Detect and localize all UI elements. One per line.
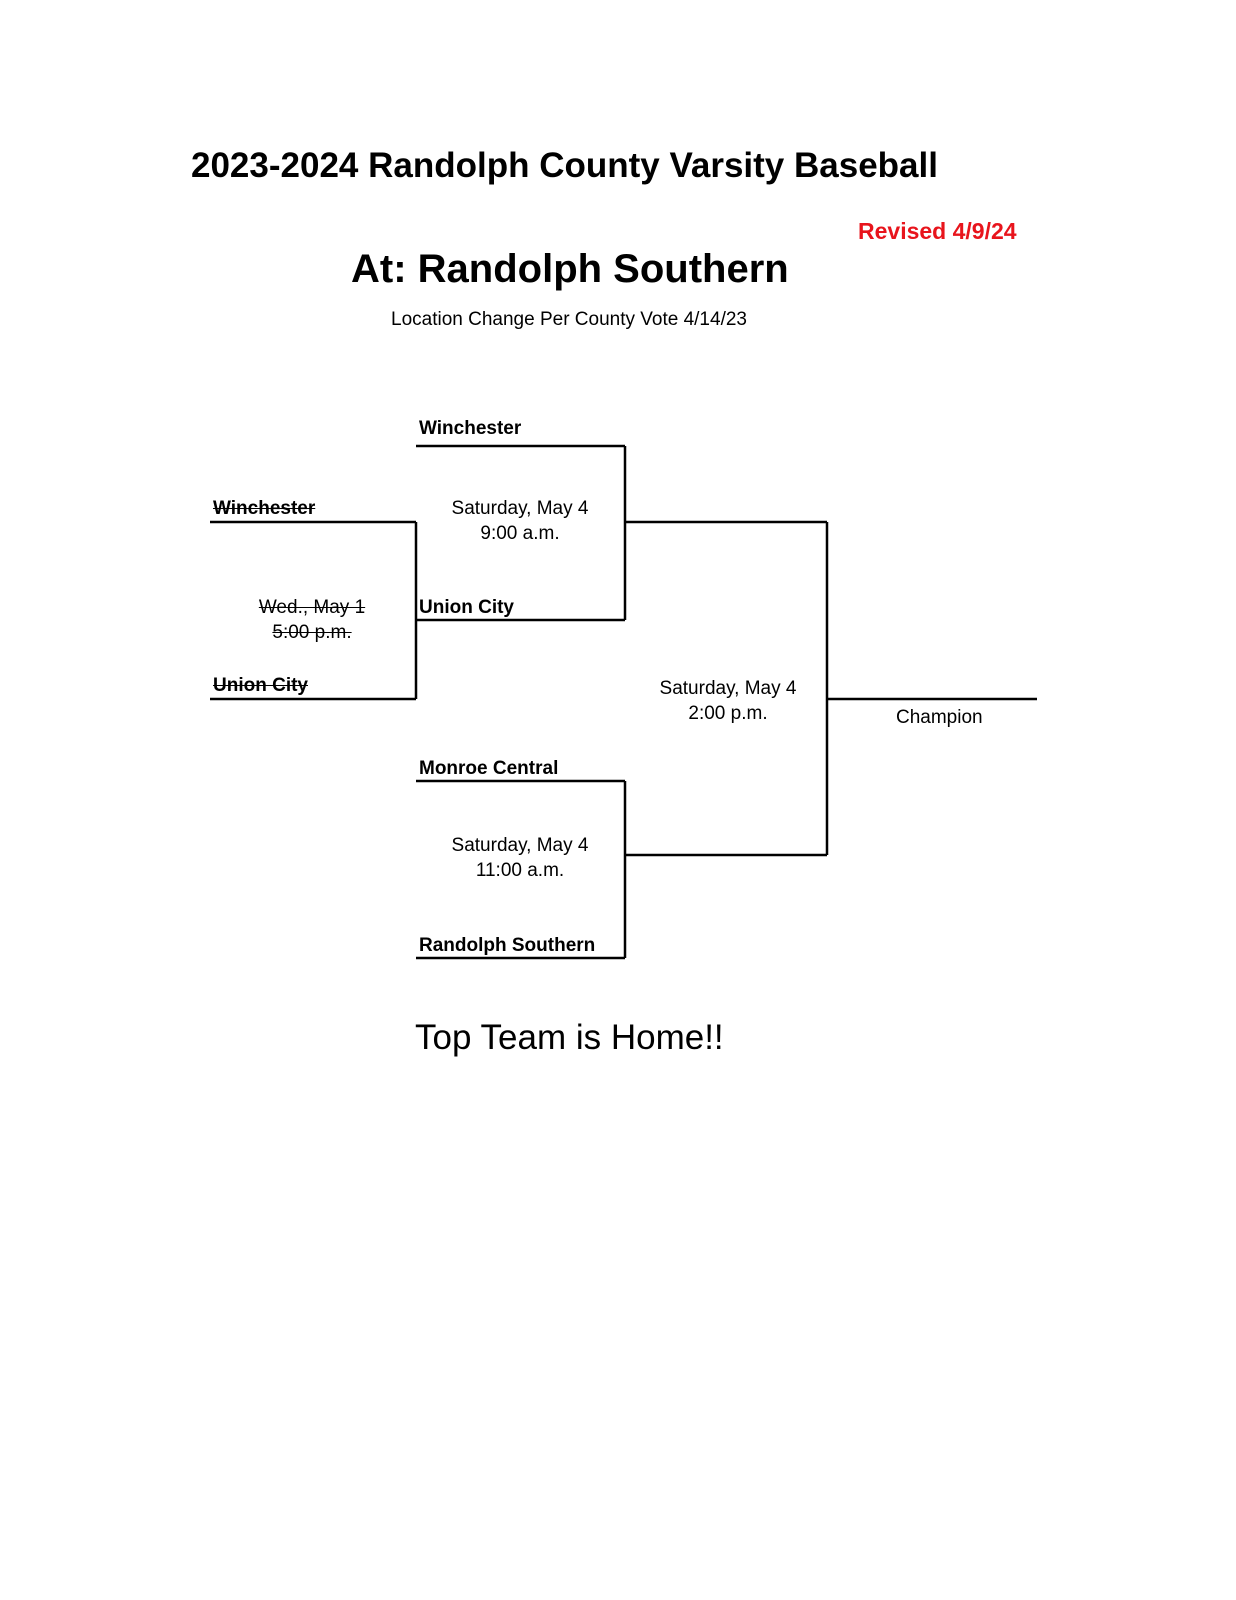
final-date: Saturday, May 4 [659,678,797,699]
round1-date: Wed., May 1 [258,597,366,618]
semi2-team-top: Monroe Central [419,758,559,779]
final-time: 2:00 p.m. [688,703,768,724]
semi2-game-info [430,833,610,883]
round1-game-info [232,595,392,645]
round1-time: 5:00 p.m. [272,622,352,643]
round1-team-top: Winchester [213,498,316,519]
champion-label: Champion [896,707,983,728]
semi1-game-info [430,496,610,546]
semi2-team-bottom: Randolph Southern [419,935,596,956]
location-note: Location Change Per County Vote 4/14/23 [391,309,747,330]
footer-note: Top Team is Home!! [415,1018,724,1057]
semi1-team-top: Winchester [419,418,522,439]
page-title: 2023-2024 Randolph County Varsity Baseball [191,146,938,185]
semi1-time: 9:00 a.m. [480,523,560,544]
semi2-date: Saturday, May 4 [451,835,589,856]
semi1-team-bottom: Union City [419,597,514,618]
round1-team-bottom: Union City [213,675,308,696]
semi2-time: 11:00 a.m. [475,860,565,881]
revised-date: Revised 4/9/24 [858,218,1017,244]
semi1-date: Saturday, May 4 [451,498,589,519]
location-heading: At: Randolph Southern [351,247,789,291]
final-game-info [638,676,818,726]
